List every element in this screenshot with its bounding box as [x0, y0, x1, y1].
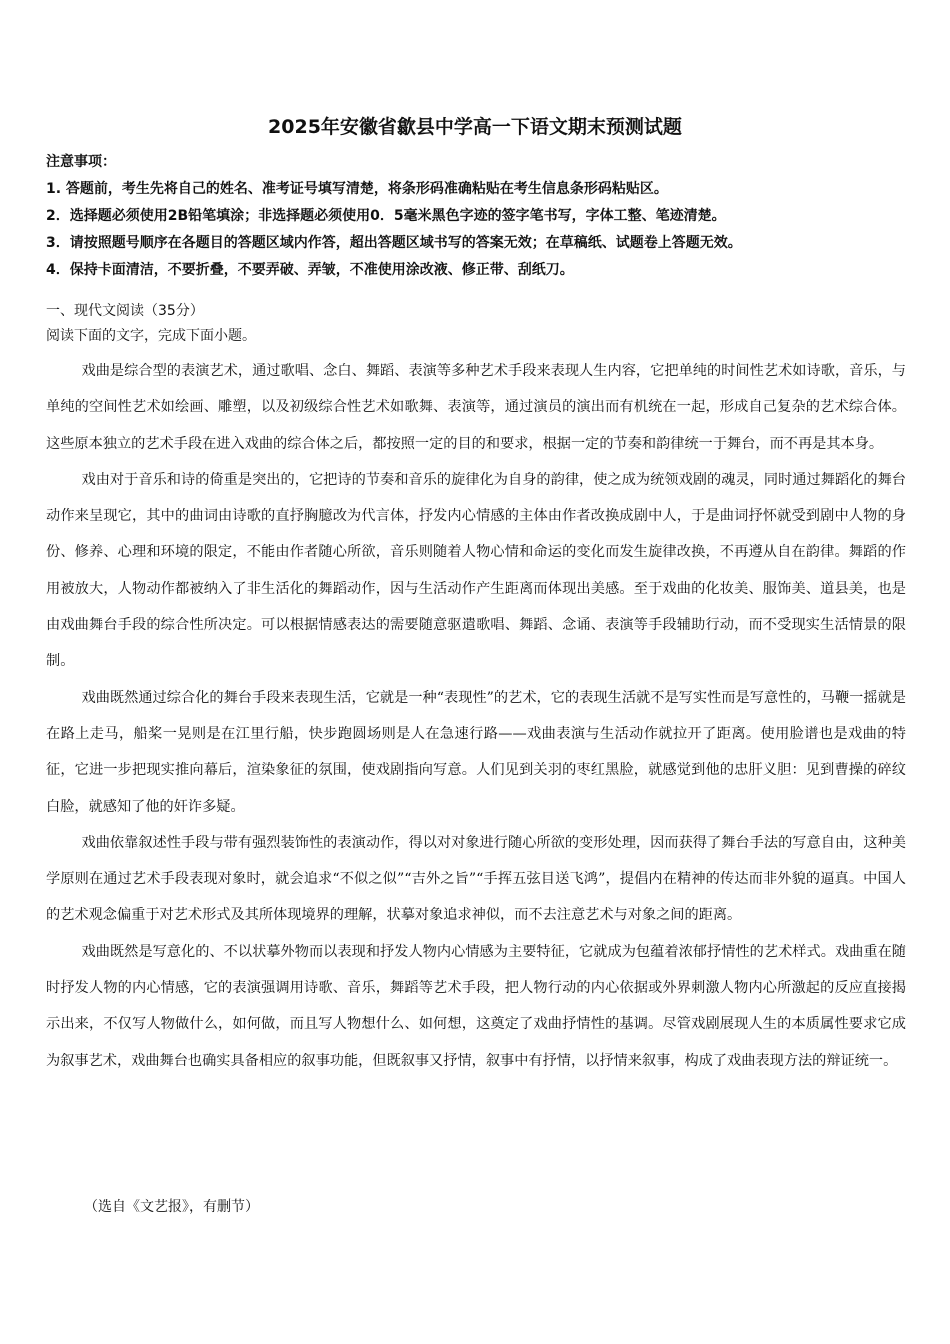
notice-item: 2．选择题必须使用2B铅笔填涂；非选择题必须使用0．5毫米黑色字迹的签字笔书写，字体工整、笔迹清楚。	[46, 208, 726, 224]
passage-source: （选自《文艺报》，有删节）	[84, 1199, 259, 1215]
passage-paragraph: 戏曲既然是写意化的、不以状摹外物而以表现和抒发人物内心情感为主要特征，它就成为包蕴着浓郁抒情性的艺术样式。戏曲重在随时抒发人物的内心情感，它的表演强调用诗歌、音乐，舞蹈等艺术手段，把人物行动的内心依据或外界刺激人物内心所激起的反应直接揭示出来，不仅写人物做什么，如何做，而且写人物想什么、如何想，这奠定了戏曲抒情性的基调。尽管戏剧展现人生的本质属性要求它成为叙事艺术，戏曲舞台也确实具备相应的叙事功能，但既叙事又抒情，叙事中有抒情，以抒情来叙事，构成了戏曲表现方法的辩证统一。	[46, 943, 906, 1069]
notice-item: 1. 答题前，考生先将自己的姓名、准考证号填写清楚，将条形码准确粘贴在考生信息条形码粘贴区。	[46, 181, 668, 197]
notice-list	[46, 176, 926, 284]
notice-item: 4．保持卡面清洁，不要折叠，不要弄破、弄皱，不准使用涂改液、修正带、刮纸刀。	[46, 262, 574, 278]
passage-paragraph: 戏曲既然通过综合化的舞台手段来表现生活，它就是一种“表现性”的艺术，它的表现生活就不是写实性而是写意性的，马鞭一摇就是在路上走马，船桨一晃则是在江里行船，快步跑圆场则是人在急速行路——戏曲表演与生活动作就拉开了距离。使用脸谱也是戏曲的特征，它进一步把现实推向幕后，渲染象征的氛围，使戏剧指向写意。人们见到关羽的枣红黑脸，就感觉到他的忠肝义胆：见到曹操的碎纹白脸，就感知了他的奸诈多疑。	[46, 689, 906, 815]
passage-paragraph: 戏曲是综合型的表演艺术，通过歌唱、念白、舞蹈、表演等多种艺术手段来表现人生内容，它把单纯的时间性艺术如诗歌，音乐，与单纯的空间性艺术如绘画、雕塑，以及初级综合性艺术如歌舞、表演等，通过演员的演出而有机统在一起，形成自己复杂的艺术综合体。这些原本独立的艺术手段在进入戏曲的综合体之后，都按照一定的目的和要求，根据一定的节奏和韵律统一于舞台，而不再是其本身。	[46, 363, 906, 452]
passage-paragraph: 戏曲依靠叙述性手段与带有强烈装饰性的表演动作，得以对对象进行随心所欲的变形处理，因而获得了舞台手法的写意自由，这种美学原则在通过艺术手段表现对象时，就会追求“不似之似”“吉外之旨”“手挥五弦目送飞鸿”，提倡内在精神的传达而非外貌的逼真。中国人的艺术观念偏重于对艺术形式及其所体现境界的理解，状摹对象追求神似，而不去注意艺术与对象之间的距离。	[46, 834, 906, 924]
section-heading: 一、现代文阅读（35分）	[46, 303, 204, 319]
passage-paragraph: 戏由对于音乐和诗的倚重是突出的，它把诗的节奏和音乐的旋律化为自身的韵律，使之成为统领戏剧的魂灵，同时通过舞蹈化的舞台动作来呈现它，其中的曲词由诗歌的直抒胸臆改为代言体，抒发内心情感的主体由作者改换成剧中人，于是曲词抒怀就受到剧中人物的身份、修养、心理和环境的限定，不能由作者随心所欲，音乐则随着人物心情和命运的变化而发生旋律改换，不再遵从自在韵律。舞蹈的作用被放大，人物动作都被纳入了非生活化的舞蹈动作，因与生活动作产生距离而体现出美感。至于戏曲的化妆美、服饰美、道县美，也是由戏曲舞台手段的综合性所决定。可以根据情感表达的需要随意驱遣歌唱、舞蹈、念诵、表演等手段辅助行动，而不受现实生活情景的限制。	[46, 471, 906, 670]
page-title: 2025年安徽省歙县中学高一下语文期末预测试题	[268, 116, 682, 138]
notice-heading: 注意事项：	[46, 154, 116, 170]
reading-passage	[46, 353, 906, 1079]
notice-item: 3．请按照题号顺序在各题目的答题区域内作答，超出答题区域书写的答案无效；在草稿纸、试题卷上答题无效。	[46, 235, 742, 251]
section-instruction: 阅读下面的文字，完成下面小题。	[46, 328, 256, 344]
